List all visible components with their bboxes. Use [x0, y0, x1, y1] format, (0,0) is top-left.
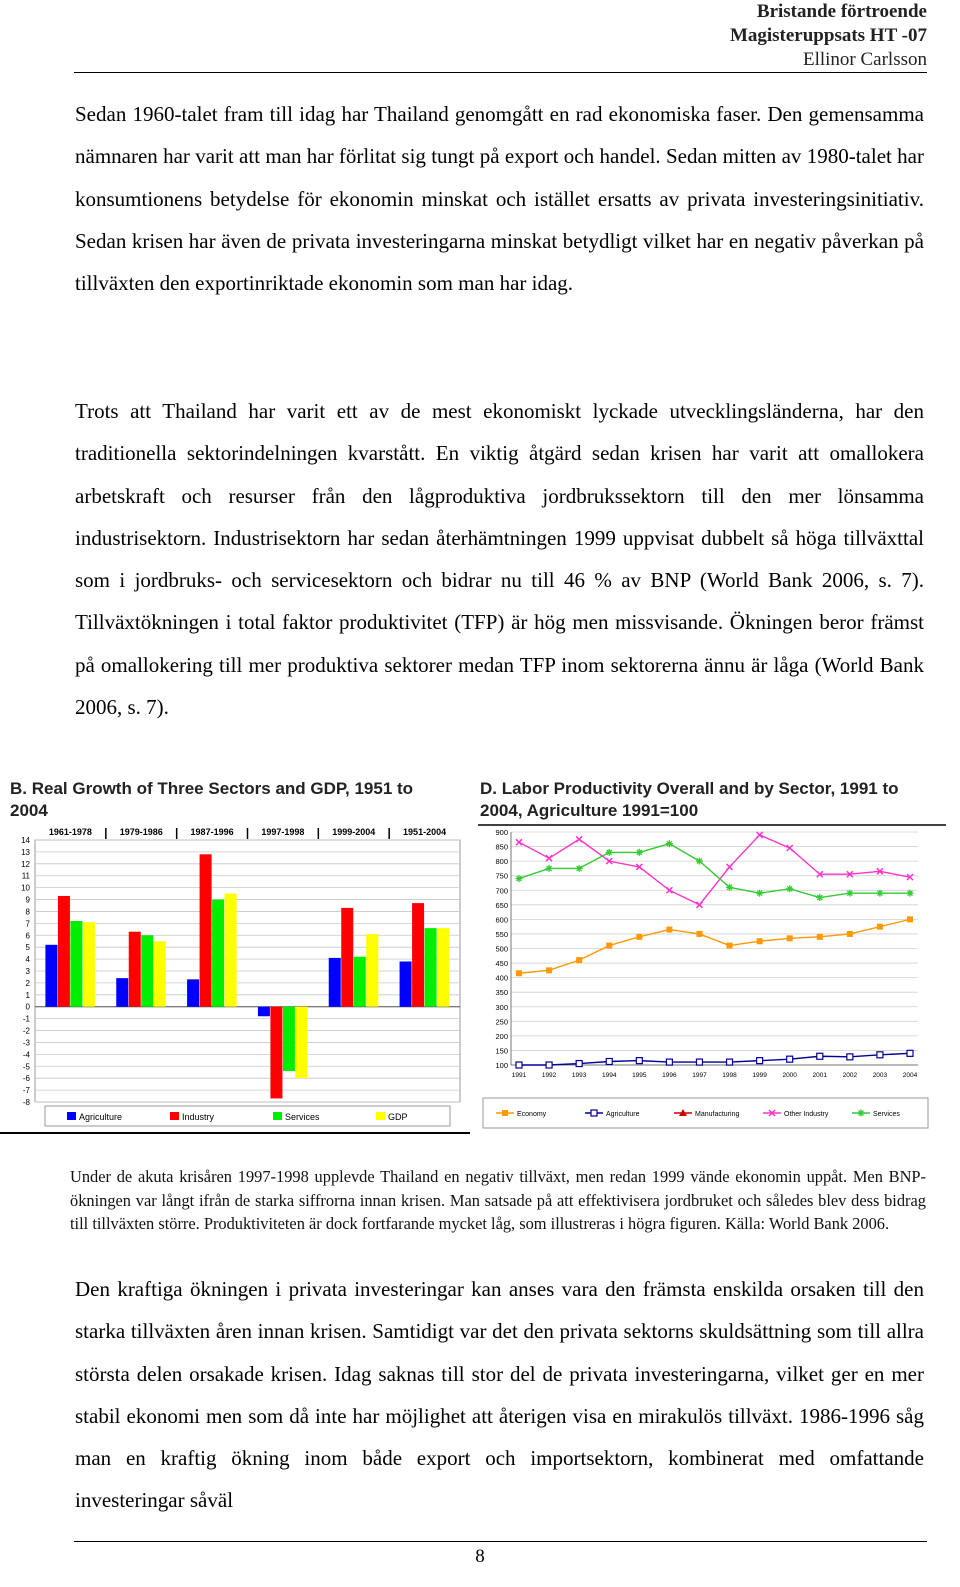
chart-d-ytick-label: 400 — [495, 973, 508, 983]
chart-b-title: B. Real Growth of Three Sectors and GDP, 1951 to 2004 — [10, 779, 414, 820]
chart-b-ytick-label: 9 — [25, 895, 30, 905]
chart-d-point — [636, 849, 643, 856]
running-header — [730, 0, 927, 72]
chart-b-bar — [58, 896, 70, 1007]
chart-b-legend-label: GDP — [388, 1112, 408, 1122]
chart-d-point — [576, 957, 582, 963]
chart-d-point — [816, 894, 823, 901]
chart-b-legend-label: Industry — [182, 1112, 215, 1122]
chart-d-point — [502, 1110, 508, 1116]
chart-d-point — [726, 884, 733, 891]
chart-d-xtick-label: 1996 — [662, 1072, 677, 1079]
paragraph-2: Trots att Thailand har varit ett av de mest ekonomiskt lyckade utvecklingsländerna, har den traditionella sektorindelningen kvarstått. En viktig åtgärd sedan krisen har varit att omallokera arbetskraft och resurser från den lågproduktiva jordbrukssektorn till den mer lönsamma industrisektorn. Industrisektorn har sedan återhämtningen 1999 uppvisat dubbelt så höga tillväxttal som i jordbruks- och servicesektorn och bidrar nu till 46 % av BNP (World Bank 2006, s. 7). Tillväxtökningen i total faktor produktivitet (TFP) är hög men missvisande. Ökningen beror främst på omallokering till mer produktiva sektorer medan TFP inom sektorerna ännu är låga (World Bank 2006, s. 7). — [75, 399, 924, 720]
chart-d-legend-label: Economy — [517, 1111, 547, 1118]
paragraph-3: Den kraftiga ökningen i privata investeringar kan anses vara den främsta enskilda orsaken till den starka tillväxten åren innan krisen. Samtidigt var det den privata sektorns skuldsättning som till allra största delen orsakade krisen. Idag saknas till stor del de privata investeringarna, vilket ger en mer stabil ekonomi men som då inte har möjlighet att återigen visa en mirakulös tillväxt. 1986-1996 såg man en kraftig ökning inom både export och importsektorn, kombinerat med omfattande investeringar såväl — [75, 1277, 924, 1513]
chart-d-ytick-label: 600 — [495, 915, 508, 925]
chart-d-point — [787, 935, 793, 941]
chart-b-ytick-label: 10 — [21, 883, 30, 893]
page-number: 8 — [475, 1546, 485, 1567]
chart-d-point — [636, 1058, 642, 1064]
header-rule — [74, 72, 927, 73]
chart-b-ytick-label: 11 — [21, 871, 30, 881]
chart-d-point — [696, 931, 702, 937]
chart-d-point — [907, 890, 914, 897]
chart-d-labor-productivity — [478, 822, 946, 1134]
chart-d-point — [907, 1050, 913, 1056]
chart-d-ytick-label: 750 — [495, 871, 508, 881]
chart-b-legend-swatch — [170, 1112, 179, 1120]
chart-d-point — [696, 1059, 702, 1065]
chart-b-bar — [341, 908, 353, 1007]
chart-d-point — [907, 916, 913, 922]
chart-b-ytick-label: 5 — [25, 943, 30, 953]
chart-d-xtick-label: 2002 — [842, 1072, 858, 1079]
chart-b-bar — [225, 894, 237, 1007]
chart-d-point — [516, 1062, 522, 1068]
chart-b-bar — [412, 903, 424, 1007]
chart-d-point — [817, 934, 823, 940]
chart-d-xtick-label: 1993 — [571, 1072, 587, 1079]
chart-d-point — [847, 1054, 853, 1060]
chart-b-ytick-label: 14 — [21, 836, 30, 845]
chart-d-xtick-label: 1995 — [632, 1072, 647, 1079]
chart-b-category-label: 1951-2004 — [403, 827, 447, 837]
chart-b-ytick-label: -7 — [22, 1086, 30, 1096]
chart-b-bar — [366, 934, 378, 1007]
chart-b-bar — [258, 1007, 270, 1017]
header-subtitle: Magisteruppsats HT -07 — [729, 25, 927, 46]
chart-d-ytick-label: 650 — [495, 900, 508, 910]
chart-d-xtick-label: 2000 — [782, 1072, 797, 1079]
chart-d-legend-label: Manufacturing — [695, 1111, 740, 1118]
chart-d-xtick-label: 2001 — [812, 1072, 828, 1079]
chart-d-ytick-label: 350 — [495, 988, 508, 998]
chart-b-bar — [425, 928, 437, 1007]
chart-d-point — [606, 849, 613, 856]
chart-b-legend-swatch — [67, 1112, 76, 1120]
chart-d-point — [516, 875, 523, 882]
chart-d-point — [847, 931, 853, 937]
chart-d-point — [877, 924, 883, 930]
chart-d-point — [757, 1058, 763, 1064]
chart-d-point — [591, 1110, 597, 1116]
chart-b-legend-swatch — [273, 1112, 282, 1120]
chart-d-legend-label: Agriculture — [606, 1111, 640, 1118]
chart-d-point — [546, 1062, 552, 1068]
chart-d-point — [546, 967, 552, 973]
chart-d-ytick-label: 550 — [495, 929, 508, 939]
chart-d-legend — [483, 1098, 928, 1128]
chart-d-xtick-label: 1998 — [722, 1072, 737, 1079]
chart-b-legend-label: Agriculture — [79, 1112, 123, 1122]
chart-d-ytick-label: 200 — [495, 1031, 508, 1041]
chart-b-ytick-label: 12 — [21, 859, 30, 869]
chart-b-ytick-label: 3 — [25, 967, 30, 976]
chart-d-point — [666, 840, 673, 847]
chart-b-bar — [116, 978, 128, 1007]
chart-d-point — [727, 1059, 733, 1065]
chart-d-point — [636, 934, 642, 940]
chart-d-xtick-label: 2004 — [902, 1072, 918, 1079]
chart-b-bar — [283, 1007, 295, 1071]
chart-d-point — [696, 858, 703, 865]
chart-b-ytick-label: 0 — [25, 1002, 30, 1012]
chart-b-bar — [129, 932, 141, 1007]
chart-d-point — [606, 943, 612, 949]
chart-b-ytick-label: 4 — [25, 955, 30, 965]
chart-d-xtick-label: 1994 — [601, 1072, 617, 1079]
chart-b-category-label: 1999-2004 — [332, 827, 376, 837]
chart-d-point — [786, 885, 793, 892]
chart-d-point — [576, 865, 583, 872]
paragraph-1: Sedan 1960-talet fram till idag har Thailand genomgått en rad ekonomiska faser. Den gemensamma nämnaren har varit att man har förlitat sig tungt på export och handel. Sedan mitten av 1980-talet har konsumtionens betydelse för ekonomin minskat och istället ersatts av privata investeringsinitiativ. Sedan krisen har även de privata investeringarna minskat betydligt vilket har en negativ påverkan på tillväxten den exportinriktade ekonomin som man har idag. — [75, 102, 924, 296]
chart-b-ytick-label: 2 — [25, 978, 30, 988]
chart-b-bar — [437, 928, 449, 1007]
chart-d-ytick-label: 800 — [495, 857, 508, 867]
chart-b-bar — [45, 945, 57, 1007]
chart-d-point — [756, 890, 763, 897]
chart-d-ytick-label: 500 — [495, 944, 508, 954]
chart-b-ytick-label: 7 — [25, 919, 30, 929]
chart-d-point — [876, 890, 883, 897]
chart-b-bar — [200, 854, 212, 1006]
figure-caption: Under de akuta krisåren 1997-1998 upplevde Thailand en negativ tillväxt, men redan 1999 vände ekonomin uppåt. Men BNP-ökningen var långt ifrån de starka siffrorna innan krisen. Man satsade på att effektivisera jordbruket och således blev dess bidrag till tillväxten större. Produktiviteten är dock fortfarande mycket låg, som illustreras i högra figuren. Källa: World Bank 2006. — [70, 1167, 926, 1233]
footer-rule — [74, 1541, 927, 1542]
chart-b-ytick-label: -6 — [22, 1074, 30, 1084]
chart-b-ytick-label: 6 — [25, 931, 30, 941]
chart-d-point — [576, 1061, 582, 1067]
chart-d-xtick-label: 1997 — [692, 1072, 707, 1079]
chart-d-legend-label: Services — [873, 1111, 900, 1118]
chart-b-ytick-label: -8 — [22, 1098, 30, 1107]
chart-b-bar — [70, 921, 82, 1007]
chart-d-xtick-label: 2003 — [872, 1072, 888, 1079]
chart-d-point — [846, 890, 853, 897]
chart-d-point — [606, 1059, 612, 1065]
chart-b-ytick-label: -5 — [22, 1062, 30, 1072]
chart-d-xtick-label: 1991 — [511, 1072, 527, 1079]
chart-d-point — [877, 1052, 883, 1058]
chart-b-legend-swatch — [376, 1112, 385, 1120]
chart-b-bar — [187, 979, 199, 1006]
chart-b-bar — [295, 1007, 307, 1078]
chart-d-ytick-label: 450 — [495, 959, 508, 969]
chart-b-category-label: 1961-1978 — [48, 827, 92, 837]
chart-b-category-label: 1997-1998 — [261, 827, 305, 837]
header-author: Ellinor Carlsson — [802, 49, 927, 70]
chart-d-point — [757, 938, 763, 944]
chart-b-ytick-label: -1 — [22, 1014, 30, 1024]
chart-b-ytick-label: 8 — [25, 907, 30, 917]
chart-d-ytick-label: 250 — [495, 1017, 508, 1027]
chart-b-ytick-label: -3 — [22, 1038, 30, 1048]
chart-b-bar — [270, 1007, 282, 1099]
chart-b-growth-bars — [0, 822, 472, 1135]
chart-b-ytick-label: 13 — [21, 847, 30, 857]
chart-d-title: D. Labor Productivity Overall and by Sector, 1991 to 2004, Agriculture 1991=100 — [480, 779, 899, 820]
chart-b-bar — [141, 935, 153, 1006]
chart-d-point — [666, 1059, 672, 1065]
chart-d-ytick-label: 300 — [495, 1002, 508, 1012]
chart-b-category-label: 1979-1986 — [119, 827, 163, 837]
chart-d-point — [666, 927, 672, 933]
chart-b-bar — [354, 957, 366, 1007]
chart-b-ytick-label: 1 — [25, 990, 30, 1000]
chart-d-point — [516, 970, 522, 976]
chart-d-xtick-label: 1999 — [752, 1072, 767, 1079]
chart-d-ytick-label: 850 — [495, 842, 508, 852]
chart-d-ytick-label: 100 — [495, 1061, 508, 1070]
chart-b-bar — [400, 961, 412, 1006]
chart-b-bar — [83, 922, 95, 1007]
chart-b-ytick-label: -4 — [22, 1050, 30, 1060]
chart-b-legend — [45, 1106, 450, 1126]
chart-d-legend-label: Other Industry — [784, 1111, 829, 1118]
chart-b-bar — [154, 941, 166, 1007]
chart-d-point — [546, 865, 553, 872]
header-title: Bristande förtroende — [756, 1, 927, 22]
chart-d-ytick-label: 700 — [495, 886, 508, 896]
chart-d-point — [727, 943, 733, 949]
chart-d-ytick-label: 900 — [495, 828, 508, 837]
chart-d-ytick-label: 150 — [495, 1046, 508, 1056]
chart-b-bar — [212, 900, 224, 1007]
chart-d-xtick-label: 1992 — [541, 1072, 557, 1079]
chart-d-point — [858, 1110, 865, 1117]
chart-b-bar — [329, 958, 341, 1007]
chart-d-point — [787, 1056, 793, 1062]
chart-d-point — [817, 1053, 823, 1059]
chart-b-ytick-label: -2 — [22, 1026, 30, 1036]
chart-b-category-label: 1987-1996 — [190, 827, 234, 837]
chart-b-legend-label: Services — [285, 1112, 320, 1122]
